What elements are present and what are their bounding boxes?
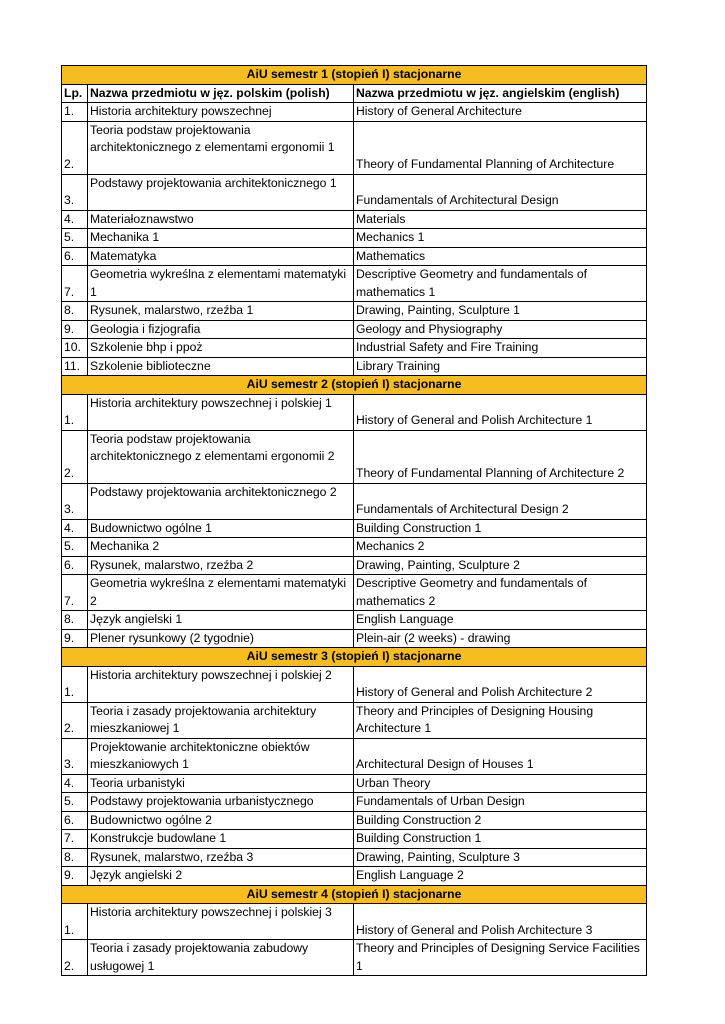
course-name-polish: Projektowanie architektoniczne obiektów mieszkaniowych 1 — [88, 738, 354, 774]
table-row — [62, 538, 647, 557]
row-number: 4. — [62, 210, 88, 229]
course-name-english: Fundamentals of Urban Design — [354, 793, 647, 812]
course-name-polish: Rysunek, malarstwo, rzeźba 3 — [88, 848, 354, 867]
semester-title: AiU semestr 1 (stopień I) stacjonarne — [62, 66, 647, 85]
row-number: 10. — [62, 339, 88, 358]
row-number: 1. — [62, 394, 88, 430]
course-name-english: Plein-air (2 weeks) - drawing — [354, 629, 647, 648]
course-name-polish: Teoria podstaw projektowania architektonicznego z elementami ergonomii 1 — [88, 121, 354, 174]
semester-header-row — [62, 66, 647, 85]
course-name-english: Descriptive Geometry and fundamentals of mathematics 1 — [354, 266, 647, 302]
course-name-polish: Podstawy projektowania architektonicznego 1 — [88, 174, 354, 210]
row-number: 6. — [62, 556, 88, 575]
course-name-polish: Geometria wykreślna z elementami matematyki 2 — [88, 575, 354, 611]
course-name-polish: Materiałoznawstwo — [88, 210, 354, 229]
course-name-polish: Budownictwo ogólne 2 — [88, 811, 354, 830]
course-name-polish: Język angielski 1 — [88, 611, 354, 630]
course-name-english: English Language — [354, 611, 647, 630]
course-name-polish: Teoria podstaw projektowania architektonicznego z elementami ergonomii 2 — [88, 430, 354, 483]
row-number: 5. — [62, 538, 88, 557]
table-row — [62, 793, 647, 812]
course-name-polish: Teoria i zasady projektowania zabudowy usługowej 1 — [88, 940, 354, 976]
semester-header-row — [62, 648, 647, 667]
course-name-english: Theory of Fundamental Planning of Architecture 2 — [354, 430, 647, 483]
course-name-polish: Mechanika 2 — [88, 538, 354, 557]
course-name-polish: Konstrukcje budowlane 1 — [88, 830, 354, 849]
course-name-english: Urban Theory — [354, 774, 647, 793]
row-number: 9. — [62, 629, 88, 648]
course-name-english: Theory and Principles of Designing Housing Architecture 1 — [354, 702, 647, 738]
course-name-polish: Teoria urbanistyki — [88, 774, 354, 793]
course-name-polish: Rysunek, malarstwo, rzeźba 2 — [88, 556, 354, 575]
table-row — [62, 210, 647, 229]
course-name-polish: Historia architektury powszechnej i polskiej 1 — [88, 394, 354, 430]
table-row — [62, 174, 647, 210]
table-row — [62, 394, 647, 430]
row-number: 2. — [62, 430, 88, 483]
row-number: 1. — [62, 666, 88, 702]
course-name-english: Drawing, Painting, Sculpture 3 — [354, 848, 647, 867]
course-name-english: Fundamentals of Architectural Design 2 — [354, 483, 647, 519]
course-name-english: Drawing, Painting, Sculpture 2 — [354, 556, 647, 575]
course-name-english: Industrial Safety and Fire Training — [354, 339, 647, 358]
table-row — [62, 702, 647, 738]
course-name-english: Building Construction 2 — [354, 811, 647, 830]
course-name-english: Theory of Fundamental Planning of Architecture — [354, 121, 647, 174]
course-name-english: Geology and Physiography — [354, 320, 647, 339]
course-name-english: History of General and Polish Architecture 3 — [354, 904, 647, 940]
table-row — [62, 302, 647, 321]
column-header-polish: Nazwa przedmiotu w jęz. polskim (polish) — [88, 84, 354, 103]
course-table-sheet — [61, 65, 646, 976]
semester-header-row — [62, 376, 647, 395]
column-header-lp: Lp. — [62, 84, 88, 103]
row-number: 3. — [62, 738, 88, 774]
table-row — [62, 867, 647, 886]
course-name-polish: Plener rysunkowy (2 tygodnie) — [88, 629, 354, 648]
table-row — [62, 430, 647, 483]
table-row — [62, 904, 647, 940]
course-name-polish: Mechanika 1 — [88, 229, 354, 248]
table-row — [62, 320, 647, 339]
course-name-polish: Geometria wykreślna z elementami matematyki 1 — [88, 266, 354, 302]
course-name-polish: Historia architektury powszechnej i polskiej 2 — [88, 666, 354, 702]
column-header-row — [62, 84, 647, 103]
table-row — [62, 519, 647, 538]
course-name-polish: Teoria i zasady projektowania architektury mieszkaniowej 1 — [88, 702, 354, 738]
course-name-english: History of General and Polish Architecture 1 — [354, 394, 647, 430]
row-number: 9. — [62, 320, 88, 339]
row-number: 9. — [62, 867, 88, 886]
row-number: 6. — [62, 247, 88, 266]
row-number: 2. — [62, 940, 88, 976]
course-name-polish: Historia architektury powszechnej — [88, 103, 354, 122]
row-number: 2. — [62, 121, 88, 174]
table-row — [62, 848, 647, 867]
course-name-english: Mechanics 2 — [354, 538, 647, 557]
table-row — [62, 266, 647, 302]
table-row — [62, 811, 647, 830]
row-number: 4. — [62, 774, 88, 793]
row-number: 1. — [62, 904, 88, 940]
course-name-polish: Matematyka — [88, 247, 354, 266]
table-row — [62, 666, 647, 702]
course-name-polish: Geologia i fizjografia — [88, 320, 354, 339]
row-number: 3. — [62, 174, 88, 210]
course-name-english: History of General Architecture — [354, 103, 647, 122]
table-row — [62, 103, 647, 122]
course-name-english: Drawing, Painting, Sculpture 1 — [354, 302, 647, 321]
course-name-english: Materials — [354, 210, 647, 229]
course-name-polish: Szkolenie biblioteczne — [88, 357, 354, 376]
table-row — [62, 483, 647, 519]
table-row — [62, 247, 647, 266]
course-name-english: Library Training — [354, 357, 647, 376]
table-row — [62, 575, 647, 611]
course-name-polish: Budownictwo ogólne 1 — [88, 519, 354, 538]
row-number: 1. — [62, 103, 88, 122]
course-name-polish: Rysunek, malarstwo, rzeźba 1 — [88, 302, 354, 321]
table-row — [62, 556, 647, 575]
row-number: 4. — [62, 519, 88, 538]
row-number: 8. — [62, 848, 88, 867]
row-number: 8. — [62, 611, 88, 630]
table-row — [62, 830, 647, 849]
semester-header-row — [62, 885, 647, 904]
semester-title: AiU semestr 4 (stopień I) stacjonarne — [62, 885, 647, 904]
column-header-english: Nazwa przedmiotu w jęz. angielskim (english) — [354, 84, 647, 103]
row-number: 7. — [62, 266, 88, 302]
course-name-english: Fundamentals of Architectural Design — [354, 174, 647, 210]
course-name-english: Theory and Principles of Designing Service Facilities 1 — [354, 940, 647, 976]
course-name-english: Building Construction 1 — [354, 519, 647, 538]
course-name-english: Mathematics — [354, 247, 647, 266]
table-row — [62, 940, 647, 976]
row-number: 11. — [62, 357, 88, 376]
course-name-english: Descriptive Geometry and fundamentals of mathematics 2 — [354, 575, 647, 611]
course-table — [61, 65, 647, 976]
course-name-english: Architectural Design of Houses 1 — [354, 738, 647, 774]
row-number: 2. — [62, 702, 88, 738]
course-name-polish: Podstawy projektowania architektonicznego 2 — [88, 483, 354, 519]
course-name-polish: Podstawy projektowania urbanistycznego — [88, 793, 354, 812]
table-row — [62, 229, 647, 248]
row-number: 7. — [62, 830, 88, 849]
semester-title: AiU semestr 3 (stopień I) stacjonarne — [62, 648, 647, 667]
table-row — [62, 629, 647, 648]
table-row — [62, 121, 647, 174]
course-name-polish: Szkolenie bhp i ppoż — [88, 339, 354, 358]
row-number: 8. — [62, 302, 88, 321]
course-name-english: Mechanics 1 — [354, 229, 647, 248]
course-name-english: English Language 2 — [354, 867, 647, 886]
course-name-polish: Historia architektury powszechnej i polskiej 3 — [88, 904, 354, 940]
table-row — [62, 774, 647, 793]
row-number: 5. — [62, 229, 88, 248]
row-number: 7. — [62, 575, 88, 611]
table-row — [62, 339, 647, 358]
course-name-polish: Język angielski 2 — [88, 867, 354, 886]
table-row — [62, 738, 647, 774]
row-number: 5. — [62, 793, 88, 812]
row-number: 6. — [62, 811, 88, 830]
course-name-english: History of General and Polish Architecture 2 — [354, 666, 647, 702]
table-row — [62, 357, 647, 376]
semester-title: AiU semestr 2 (stopień I) stacjonarne — [62, 376, 647, 395]
table-row — [62, 611, 647, 630]
row-number: 3. — [62, 483, 88, 519]
course-name-english: Building Construction 1 — [354, 830, 647, 849]
